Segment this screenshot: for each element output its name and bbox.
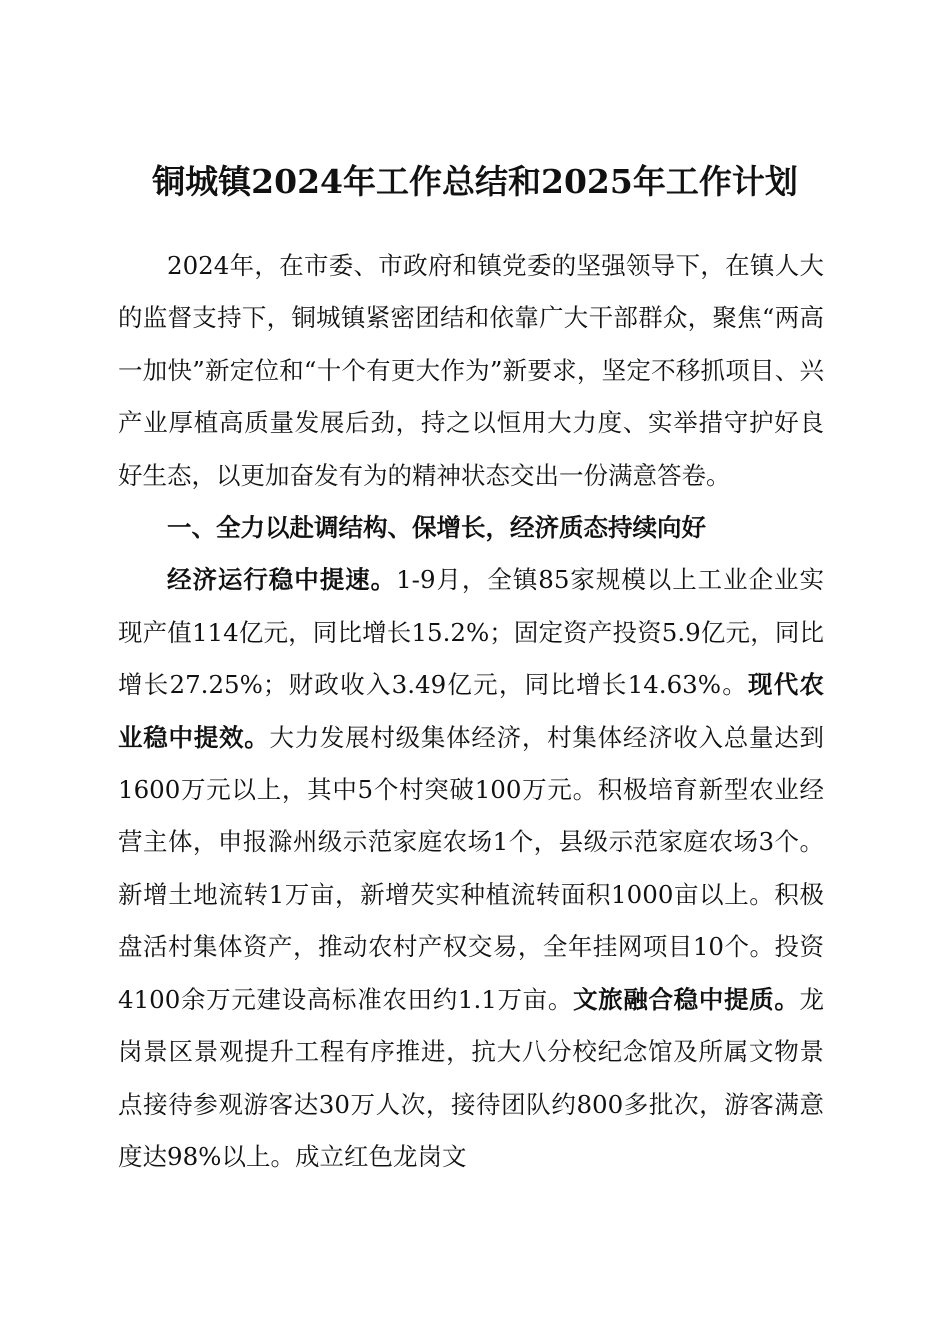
lead-agriculture: 现代农业稳中提效。 <box>118 670 825 752</box>
document-body <box>118 240 824 1183</box>
text-economy: 1-9月，全镇85家规模以上工业企业实现产值114亿元，同比增长15.2%；固定资产投资5.9亿元，同比增长27.25%；财政收入3.49亿元，同比增长14.63%。 <box>118 565 824 700</box>
text-tourism: 龙岗景区景观提升工程有序推进，抗大八分校纪念馆及所属文物景点接待参观游客达30万人次，接待团队约800多批次，游客满意度达98%以上。成立红色龙岗文 <box>118 984 825 1171</box>
lead-economy: 经济运行稳中提速。 <box>167 565 397 595</box>
intro-paragraph: 2024年，在市委、市政府和镇党委的坚强领导下，在镇人大的监督支持下，铜城镇紧密团结和依靠广大干部群众，聚焦“两高一加快”新定位和“十个有更大作为”新要求，坚定不移抓项目、兴产业厚植高质量发展后劲，持之以恒用大力度、实举措守护好良好生态，以更加奋发有为的精神状态交出一份满意答卷。 <box>118 251 824 490</box>
section-paragraph <box>118 554 824 1183</box>
lead-tourism: 文旅融合稳中提质。 <box>573 984 800 1014</box>
document-title: 铜城镇2024年工作总结和2025年工作计划 <box>152 162 798 202</box>
text-agriculture: 大力发展村级集体经济，村集体经济收入总量达到1600万元以上，其中5个村突破100万元。积极培育新型农业经营主体，申报滁州级示范家庭农场1个，县级示范家庭农场3个。新增土地流转1万亩，新增芡实种植流转面积1000亩以上。积极盘活村集体资产，推动农村产权交易，全年挂网项目10个。投资4100余万元建设高标准农田约1.1万亩。 <box>118 722 825 1014</box>
section-heading: 一、全力以赴调结构、保增长，经济质态持续向好 <box>167 513 706 543</box>
